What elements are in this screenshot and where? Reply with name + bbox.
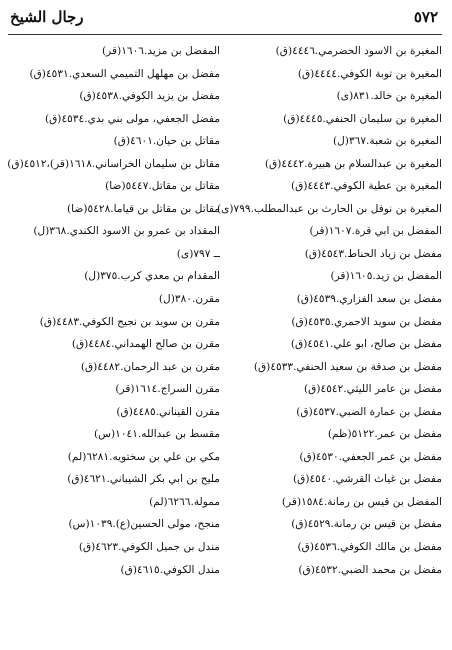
narrator-entry: ــ ٧٩٧(ى) xyxy=(176,247,220,260)
narrator-entry: مقرن السراج.١٦١٤(قر) xyxy=(115,383,220,396)
narrator-entry: منجح، مولى الحسين(ع).١٠٣٩(س) xyxy=(68,518,220,531)
narrator-entry: مفضل بن مهلهل التميمي السعدي.٤٥٣١(ق) xyxy=(29,67,220,80)
narrator-entry: المغيرة بن نوفل بن الحارث بن عبدالمطلب.٧٩٩(ى) xyxy=(216,202,442,215)
narrator-entry: المغيرة بن خالد.٨٣١(ى) xyxy=(336,90,442,103)
narrator-entry: مفضل الجعفي، مولى بني بدي.٤٥٣٤(ق) xyxy=(44,112,220,125)
narrator-entry: مفضل بن يزيد الكوفي.٤٥٣٨(ق) xyxy=(79,90,220,103)
narrator-entry: مقاتل بن مقاتل بن قياما.٥٤٢٨(ضا) xyxy=(67,202,220,215)
narrator-entry: المقداد بن عمرو بن الاسود الكندي.٣٦٨(ل) xyxy=(33,225,220,238)
narrator-entry: مقاتل بن مقاتل.٥٤٤٧(ضا) xyxy=(105,180,220,193)
narrator-entry: المغيرة بن الاسود الحضرمي.٤٤٤٦(ق) xyxy=(275,45,442,57)
narrator-entry: مقرن.٣٨٠(ل) xyxy=(158,293,220,306)
narrator-entry: مفضل بن عمر.٥١٢٢(ظم) xyxy=(327,428,442,441)
narrator-entry: مفضل بن زياد الحناط.٤٥٤٣(ق) xyxy=(304,247,442,260)
entries-column-left xyxy=(8,40,220,581)
narrator-entry: مقسط بن عبدالله.١٠٤١(س) xyxy=(93,428,220,441)
narrator-entry: المفضل بن مزيد.١٦٠٦(قر) xyxy=(102,45,220,57)
narrator-entry: مفضل بن عمر الجعفي.٤٥٣٠(ق) xyxy=(299,450,442,463)
narrator-entry: مفضل بن قيس بن رمانة.٤٥٢٩(ق) xyxy=(291,518,442,531)
narrator-entry: مفضل بن سعد الفزاري.٤٥٣٩(ق) xyxy=(296,293,442,306)
narrator-entry: مفضل بن مالك الكوفي.٤٥٣٦(ق) xyxy=(297,541,442,554)
narrator-entry: المغيرة بن عبدالسلام بن هبيرة.٤٤٤٢(ق) xyxy=(264,157,442,170)
narrator-entry: مفضل بن عامر الليثي.٤٥٤٢(ق) xyxy=(304,383,442,396)
narrator-entry: المغيرة بن توبة الكوفي.٤٤٤٤(ق) xyxy=(297,67,442,80)
narrator-entry: مقرن بن عبد الرحمان.٤٤٨٢(ق) xyxy=(80,360,220,373)
narrator-entry: ممولة.٦٢٦٦(لم) xyxy=(149,495,220,508)
narrator-entry: المغيرة بن سليمان الحنفي.٤٤٤٥(ق) xyxy=(283,112,442,125)
narrator-entry: مندل الكوفي.٤٦١٥(ق) xyxy=(120,563,220,576)
narrator-entry: المغيرة بن عطية الكوفي.٤٤٤٣(ق) xyxy=(290,180,442,193)
narrator-entry: المفضل بن زيد.١٦٠٥(قر) xyxy=(330,270,442,283)
narrator-entry: مقاتل بن سليمان الخراساني.١٦١٨(قر)،٤٥١٢(ق) xyxy=(7,157,220,170)
narrator-entry: المفضل بن ابي قرة.١٦٠٧(قر) xyxy=(309,225,442,238)
narrator-entry: مفضل بن صالح، ابو علي.٤٥٤١(ق) xyxy=(290,338,442,351)
narrator-entry: المغيرة بن شعبة.٣٦٧(ل) xyxy=(332,135,442,148)
page-number: ٥٧٢ xyxy=(413,8,438,26)
running-title: رجال الشيخ xyxy=(10,8,84,26)
narrator-entry: مندل بن جميل الكوفي.٤٦٢٣(ق) xyxy=(78,541,220,554)
header-rule xyxy=(8,34,442,35)
entries-column-right xyxy=(216,40,442,581)
narrator-entry: مقرن بن سويد بن نجيح الكوفي.٤٤٨٣(ق) xyxy=(39,315,220,328)
narrator-entry: مفضل بن غياث القرشي.٤٥٤٠(ق) xyxy=(292,473,442,486)
narrator-entry: مفضل بن سويد الاحمري.٤٥٣٥(ق) xyxy=(291,315,442,328)
narrator-entry: مفضل بن عمارة الضبي.٤٥٣٧(ق) xyxy=(296,405,442,418)
narrator-entry: مقرن بن صالح الهمداني.٤٤٨٤(ق) xyxy=(71,338,220,351)
page-header xyxy=(10,3,438,31)
narrator-entry: مقرن القيناني.٤٤٨٥(ق) xyxy=(116,405,220,418)
narrator-entry: مفضل بن محمد الضبي.٤٥٣٢(ق) xyxy=(298,563,442,576)
narrator-entry: مليح بن ابي بكر الشيباني.٤٦٢١(ق) xyxy=(67,473,220,486)
narrator-entry: المفضل بن قيس بن رمانة.١٥٨٤(قر) xyxy=(281,495,442,508)
narrator-entry: مفضل بن صدقة بن سعيد الحنفي.٤٥٣٣(ق) xyxy=(253,360,442,373)
narrator-entry: المقدام بن معدي كرب.٣٧٥(ل) xyxy=(84,270,220,283)
narrator-entry: مقاتل بن حيان.٤٦٠١(ق) xyxy=(113,135,220,148)
narrator-entry: مكي بن علي بن سختويه.٦٢٨١(لم) xyxy=(67,450,220,463)
